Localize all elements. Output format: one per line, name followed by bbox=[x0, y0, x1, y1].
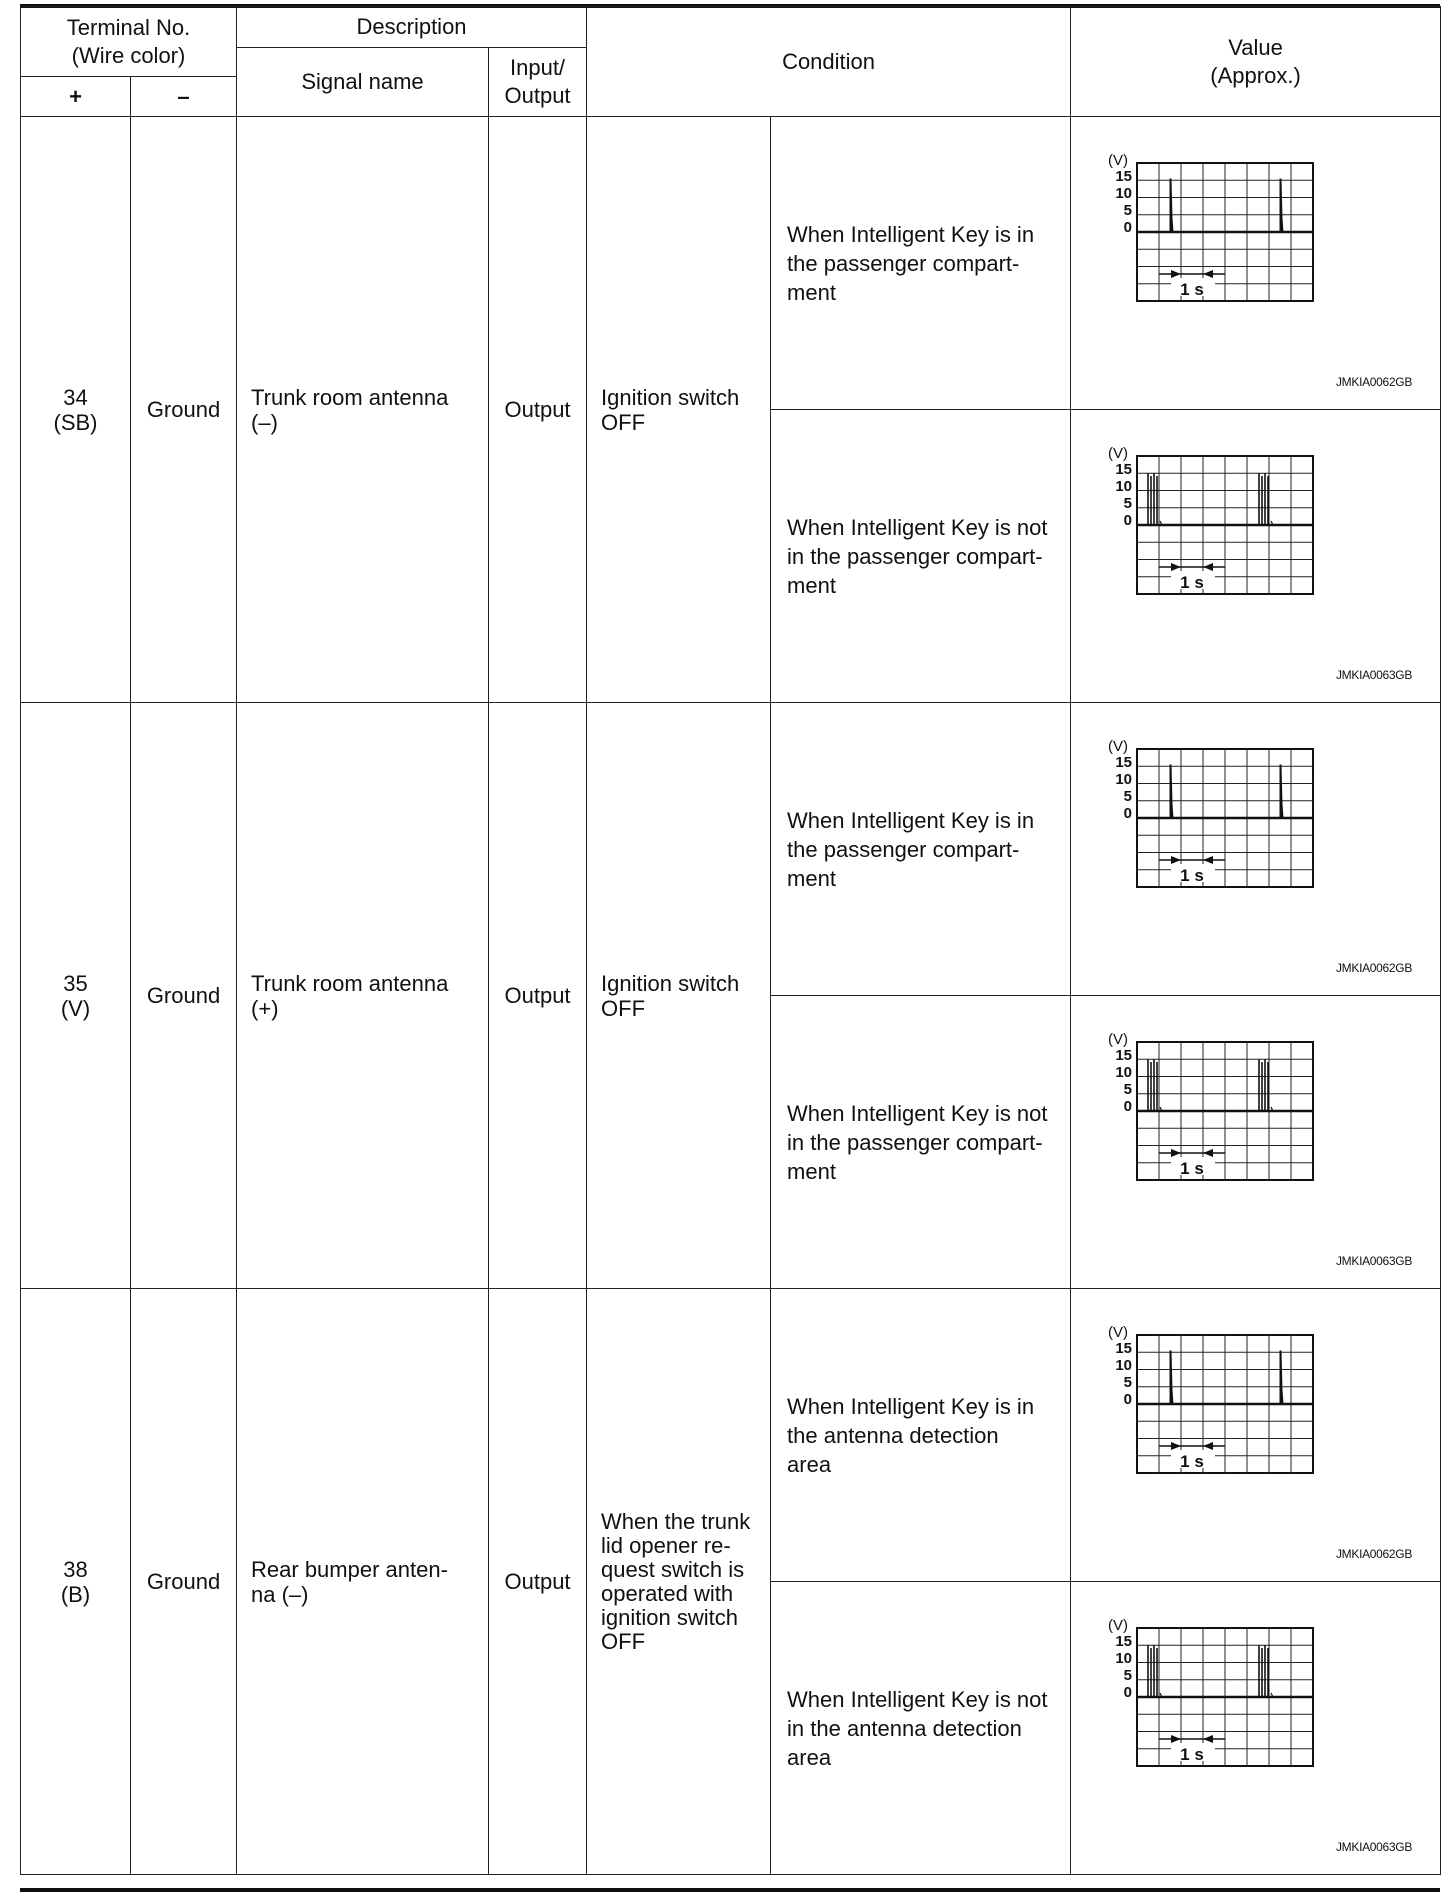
figure-code: JMKIA0062GB bbox=[1335, 375, 1413, 389]
figure-code: JMKIA0063GB bbox=[1335, 668, 1413, 682]
time-arrow-left bbox=[1171, 270, 1181, 278]
io-cell: Output bbox=[489, 117, 587, 703]
condition-header: Condition bbox=[587, 7, 1071, 117]
time-arrow-left bbox=[1171, 1735, 1181, 1743]
main-condition-cell bbox=[587, 117, 771, 703]
tick-label: 15 bbox=[1115, 1633, 1133, 1650]
condition-line: OFF bbox=[601, 1628, 646, 1654]
figure-code: JMKIA0063GB bbox=[1335, 1254, 1413, 1268]
tick-label: 15 bbox=[1115, 754, 1133, 771]
signal-name-line: Rear bumper anten- bbox=[251, 1556, 448, 1582]
time-arrow-left bbox=[1171, 1149, 1181, 1157]
terminal-number: 34 bbox=[63, 384, 88, 410]
time-arrow-right bbox=[1203, 1735, 1213, 1743]
waveform-graph bbox=[1071, 117, 1440, 409]
tick-label: 15 bbox=[1115, 168, 1133, 185]
main-condition-cell bbox=[587, 703, 771, 1289]
value-cell bbox=[1071, 996, 1441, 1289]
sub-condition-line: When Intelligent Key is in bbox=[787, 1393, 1035, 1419]
tick-label: 10 bbox=[1115, 1650, 1133, 1667]
table-row bbox=[21, 1289, 1441, 1582]
signal-name-line: Trunk room antenna bbox=[251, 970, 449, 996]
figure-code: JMKIA0063GB bbox=[1335, 1840, 1413, 1854]
value-header bbox=[1071, 7, 1441, 117]
table-row bbox=[21, 703, 1441, 996]
value-cell bbox=[1071, 410, 1441, 703]
terminal-table bbox=[20, 6, 1441, 1875]
value-cell bbox=[1071, 703, 1441, 996]
condition-line: ignition switch bbox=[601, 1604, 738, 1630]
sub-condition-line: the antenna detection bbox=[787, 1422, 999, 1448]
value-cell bbox=[1071, 1582, 1441, 1875]
condition-line: OFF bbox=[601, 995, 646, 1021]
wire-color: (B) bbox=[60, 1581, 91, 1607]
tick-label: 15 bbox=[1115, 1047, 1133, 1064]
unit-label: (V) bbox=[1108, 1325, 1129, 1341]
sub-condition-line: in the passenger compart- bbox=[787, 1129, 1043, 1155]
value-label: Value bbox=[1228, 34, 1283, 60]
terminal-number: 35 bbox=[63, 970, 88, 996]
unit-label: (V) bbox=[1108, 446, 1129, 462]
tick-label: 10 bbox=[1115, 1357, 1133, 1374]
sub-condition-cell bbox=[771, 1289, 1071, 1582]
sub-condition-line: in the antenna detection bbox=[787, 1715, 1022, 1741]
tick-label: 10 bbox=[1115, 1064, 1133, 1081]
waveform-burst-pulse bbox=[1107, 446, 1357, 646]
terminal-number-cell bbox=[21, 703, 131, 1289]
time-arrow-right bbox=[1203, 270, 1213, 278]
sub-condition-line: ment bbox=[787, 865, 836, 891]
waveform-single-pulse bbox=[1107, 153, 1357, 353]
waveform-graph bbox=[1071, 1582, 1440, 1874]
sub-condition-line: When Intelligent Key is not bbox=[787, 514, 1048, 540]
condition-line: operated with bbox=[601, 1580, 734, 1606]
tick-label: 0 bbox=[1123, 805, 1133, 822]
signal-name-cell bbox=[237, 703, 489, 1289]
waveform-single-pulse bbox=[1107, 739, 1357, 939]
time-label: 1 s bbox=[1180, 1452, 1204, 1471]
tick-label: 5 bbox=[1123, 495, 1133, 512]
sub-condition-cell bbox=[771, 703, 1071, 996]
sub-condition-line: ment bbox=[787, 572, 836, 598]
unit-label: (V) bbox=[1108, 153, 1129, 169]
plus-header: + bbox=[21, 77, 131, 117]
waveform-graph bbox=[1071, 410, 1440, 702]
value-cell bbox=[1071, 117, 1441, 410]
condition-line: lid opener re- bbox=[601, 1532, 731, 1558]
pulse bbox=[1170, 179, 1173, 232]
unit-label: (V) bbox=[1108, 739, 1129, 755]
time-arrow-left bbox=[1171, 563, 1181, 571]
sub-condition-cell bbox=[771, 117, 1071, 410]
sub-condition-line: the passenger compart- bbox=[787, 836, 1020, 862]
ground-cell: Ground bbox=[131, 1289, 237, 1875]
io-cell: Output bbox=[489, 703, 587, 1289]
unit-label: (V) bbox=[1108, 1032, 1129, 1048]
signal-name-line: (–) bbox=[251, 409, 278, 435]
waveform-graph bbox=[1071, 703, 1440, 995]
sub-condition-cell bbox=[771, 410, 1071, 703]
minus-header: – bbox=[131, 77, 237, 117]
waveform-burst-pulse bbox=[1107, 1032, 1357, 1232]
main-condition-cell bbox=[587, 1289, 771, 1875]
sub-condition-line: ment bbox=[787, 1158, 836, 1184]
tick-label: 10 bbox=[1115, 478, 1133, 495]
pulse bbox=[1280, 1351, 1283, 1404]
sub-condition-line: When Intelligent Key is in bbox=[787, 807, 1035, 833]
terminal-no-header bbox=[21, 7, 237, 77]
value-cell bbox=[1071, 1289, 1441, 1582]
tick-label: 0 bbox=[1123, 219, 1133, 236]
tick-label: 10 bbox=[1115, 771, 1133, 788]
table-bottom-rule bbox=[20, 1888, 1440, 1892]
condition-line: quest switch is bbox=[601, 1556, 745, 1582]
pulse bbox=[1170, 765, 1173, 818]
sub-condition-line: area bbox=[787, 1744, 832, 1770]
time-arrow-right bbox=[1203, 563, 1213, 571]
unit-label: (V) bbox=[1108, 1618, 1129, 1634]
signal-name-cell bbox=[237, 117, 489, 703]
tick-label: 5 bbox=[1123, 1081, 1133, 1098]
waveform-graph bbox=[1071, 1289, 1440, 1581]
tick-label: 5 bbox=[1123, 1667, 1133, 1684]
tick-label: 5 bbox=[1123, 202, 1133, 219]
sub-condition-line: When Intelligent Key is in bbox=[787, 221, 1035, 247]
terminal-number: 38 bbox=[63, 1556, 88, 1582]
pulse bbox=[1280, 765, 1283, 818]
tick-label: 0 bbox=[1123, 1684, 1133, 1701]
tick-label: 0 bbox=[1123, 1098, 1133, 1115]
description-header: Description bbox=[237, 7, 587, 48]
terminal-no-label: Terminal No. bbox=[66, 14, 191, 40]
sub-condition-line: When Intelligent Key is not bbox=[787, 1100, 1048, 1126]
tick-label: 0 bbox=[1123, 1391, 1133, 1408]
io-cell: Output bbox=[489, 1289, 587, 1875]
signal-name-cell bbox=[237, 1289, 489, 1875]
time-arrow-right bbox=[1203, 856, 1213, 864]
signal-name-line: (+) bbox=[251, 995, 279, 1021]
time-arrow-right bbox=[1203, 1149, 1213, 1157]
time-arrow-right bbox=[1203, 1442, 1213, 1450]
pulse bbox=[1280, 179, 1283, 232]
time-label: 1 s bbox=[1180, 1159, 1204, 1178]
sub-condition-line: in the passenger compart- bbox=[787, 543, 1043, 569]
condition-line: Ignition switch bbox=[601, 970, 740, 996]
output-label: Output bbox=[504, 83, 571, 108]
sub-condition-line: When Intelligent Key is not bbox=[787, 1686, 1048, 1712]
figure-code: JMKIA0062GB bbox=[1335, 1547, 1413, 1561]
sub-condition-cell bbox=[771, 1582, 1071, 1875]
figure-code: JMKIA0062GB bbox=[1335, 961, 1413, 975]
signal-name-line: Trunk room antenna bbox=[251, 384, 449, 410]
signal-name-header: Signal name bbox=[237, 48, 489, 117]
tick-label: 5 bbox=[1123, 788, 1133, 805]
tick-label: 15 bbox=[1115, 461, 1133, 478]
time-label: 1 s bbox=[1180, 866, 1204, 885]
time-label: 1 s bbox=[1180, 1745, 1204, 1764]
condition-line: Ignition switch bbox=[601, 384, 740, 410]
terminal-number-cell bbox=[21, 1289, 131, 1875]
input-label: Input/ bbox=[510, 55, 566, 80]
time-arrow-left bbox=[1171, 1442, 1181, 1450]
time-label: 1 s bbox=[1180, 573, 1204, 592]
wire-color: (V) bbox=[60, 995, 91, 1021]
time-label: 1 s bbox=[1180, 280, 1204, 299]
tick-label: 10 bbox=[1115, 185, 1133, 202]
ground-cell: Ground bbox=[131, 117, 237, 703]
waveform-graph bbox=[1071, 996, 1440, 1288]
sub-condition-line: the passenger compart- bbox=[787, 250, 1020, 276]
tick-label: 5 bbox=[1123, 1374, 1133, 1391]
approx-label: (Approx.) bbox=[1210, 62, 1301, 88]
sub-condition-line: ment bbox=[787, 279, 836, 305]
terminal-number-cell bbox=[21, 117, 131, 703]
sub-condition-cell bbox=[771, 996, 1071, 1289]
waveform-burst-pulse bbox=[1107, 1618, 1357, 1818]
waveform-single-pulse bbox=[1107, 1325, 1357, 1525]
time-arrow-left bbox=[1171, 856, 1181, 864]
table-row bbox=[21, 117, 1441, 410]
tick-label: 15 bbox=[1115, 1340, 1133, 1357]
wire-color-label: (Wire color) bbox=[71, 42, 186, 68]
condition-line: When the trunk bbox=[601, 1508, 751, 1534]
pulse bbox=[1170, 1351, 1173, 1404]
input-output-header bbox=[489, 48, 587, 117]
tick-label: 0 bbox=[1123, 512, 1133, 529]
condition-line: OFF bbox=[601, 409, 646, 435]
signal-name-line: na (–) bbox=[251, 1581, 309, 1607]
wire-color: (SB) bbox=[53, 409, 98, 435]
ground-cell: Ground bbox=[131, 703, 237, 1289]
sub-condition-line: area bbox=[787, 1451, 832, 1477]
